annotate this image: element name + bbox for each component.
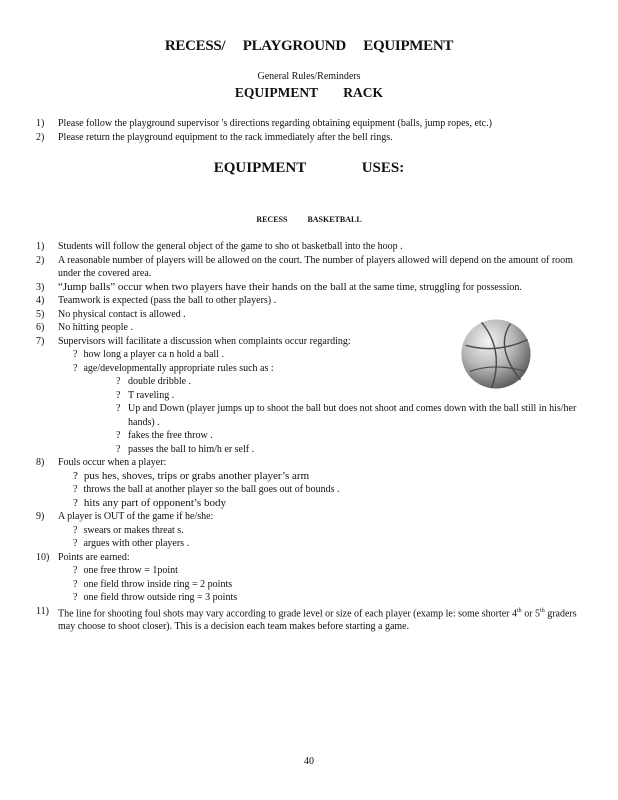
page-subtitle: General Rules/Reminders (257, 71, 361, 82)
sub-item: ? one free throw = 1point (73, 565, 178, 576)
sub-item: ? age/developmentally appropriate rules such as : (73, 362, 274, 374)
list-item: 8) Fouls occur when a player: ? pus hes, shoves, trips or grabs another player’s arm ? throws the ball at another player so the ball goes out of bounds . ? hits any part of opponent’s body (36, 456, 578, 510)
rack-rules-list (36, 117, 578, 144)
list-item: 4) Teamwork is expected (pass the ball to other players) . (36, 295, 277, 306)
section-heading-recess-basketball: RECESS BASKETBALL (256, 215, 362, 224)
list-item: 2) A reasonable number of players will be allowed on the court. The number of players allowed will depend on the amount of room under the covered area. (36, 254, 573, 279)
sub-item: ? how long a player ca n hold a ball . (73, 349, 224, 360)
page-number: 40 (304, 756, 314, 767)
sub-sub-item: ? Up and Down (player jumps up to shoot the ball but does not shoot and comes down with the ball still in his/her hands) . (116, 403, 577, 428)
list-item: 9) A player is OUT of the game if he/she: ? swears or makes threat s. ? argues with other players . (36, 510, 578, 551)
list-item: 1) Students will follow the general object of the game to sho ot basketball into the hoop . (36, 241, 403, 252)
list-item: 2) Please return the playground equipment to the rack immediately after the bell rings. (36, 131, 393, 143)
sub-item: ? one field throw outside ring = 3 points (73, 592, 238, 603)
list-item: 5) No physical contact is allowed . (36, 308, 186, 320)
list-item: 3) “Jump balls” occur when two players have their hands on the ball at the same time, struggling for possession. (36, 280, 522, 293)
sub-sub-item: ? T raveling . (116, 389, 175, 401)
basketball-rules-list (36, 240, 578, 634)
sub-item: ? swears or makes threat s. (73, 524, 184, 536)
sub-item: ? hits any part of opponent’s body (73, 496, 226, 509)
sub-item: ? pus hes, shoves, trips or grabs another player’s arm (73, 469, 310, 482)
list-item: 10) Points are earned: ? one free throw = 1point ? one field throw inside ring = 2 points ? one field throw outside ring = 3 points (36, 551, 578, 605)
section-heading-equipment-uses: EQUIPMENT USES: (213, 160, 405, 176)
section-heading-equipment-rack: EQUIPMENT RACK (234, 85, 384, 100)
page-title: RECESS/ PLAYGROUND EQUIPMENT (164, 38, 454, 54)
sub-sub-item: ? double dribble . (116, 376, 192, 387)
sub-sub-item: ? fakes the free throw . (116, 430, 213, 441)
sub-item: ? argues with other players . (73, 538, 190, 549)
list-item: 11) The line for shooting foul shots may vary according to grade level or size of each player (examp le: some shorter 4th or 5th graders may choose to shoot closer). This is a decision each team makes before starting a game. (36, 605, 577, 633)
sub-sub-item: ? passes the ball to him/h er self . (116, 443, 255, 455)
basketball-icon (460, 318, 532, 390)
list-item: 7) Supervisors will facilitate a discussion when complaints occur regarding: ? how long a player ca n hold a ball . ? age/developmentally appropriate rules such as : ? double dribble . ? T raveling . ? Up and Down (player jumps up to shoot the ball but does not shoot and comes down with the ball still in his/her hands) . ? fakes the free throw . ? passes the ball to him/h er self . (36, 335, 577, 455)
list-item: 1) Please follow the playground supervisor 's directions regarding obtaining equipment (balls, jump ropes, etc.) (36, 118, 492, 129)
sub-item: ? throws the ball at another player so the ball goes out of bounds . (73, 484, 340, 495)
list-item: 6) No hitting people . (36, 322, 133, 333)
sub-item: ? one field throw inside ring = 2 points (73, 578, 233, 590)
